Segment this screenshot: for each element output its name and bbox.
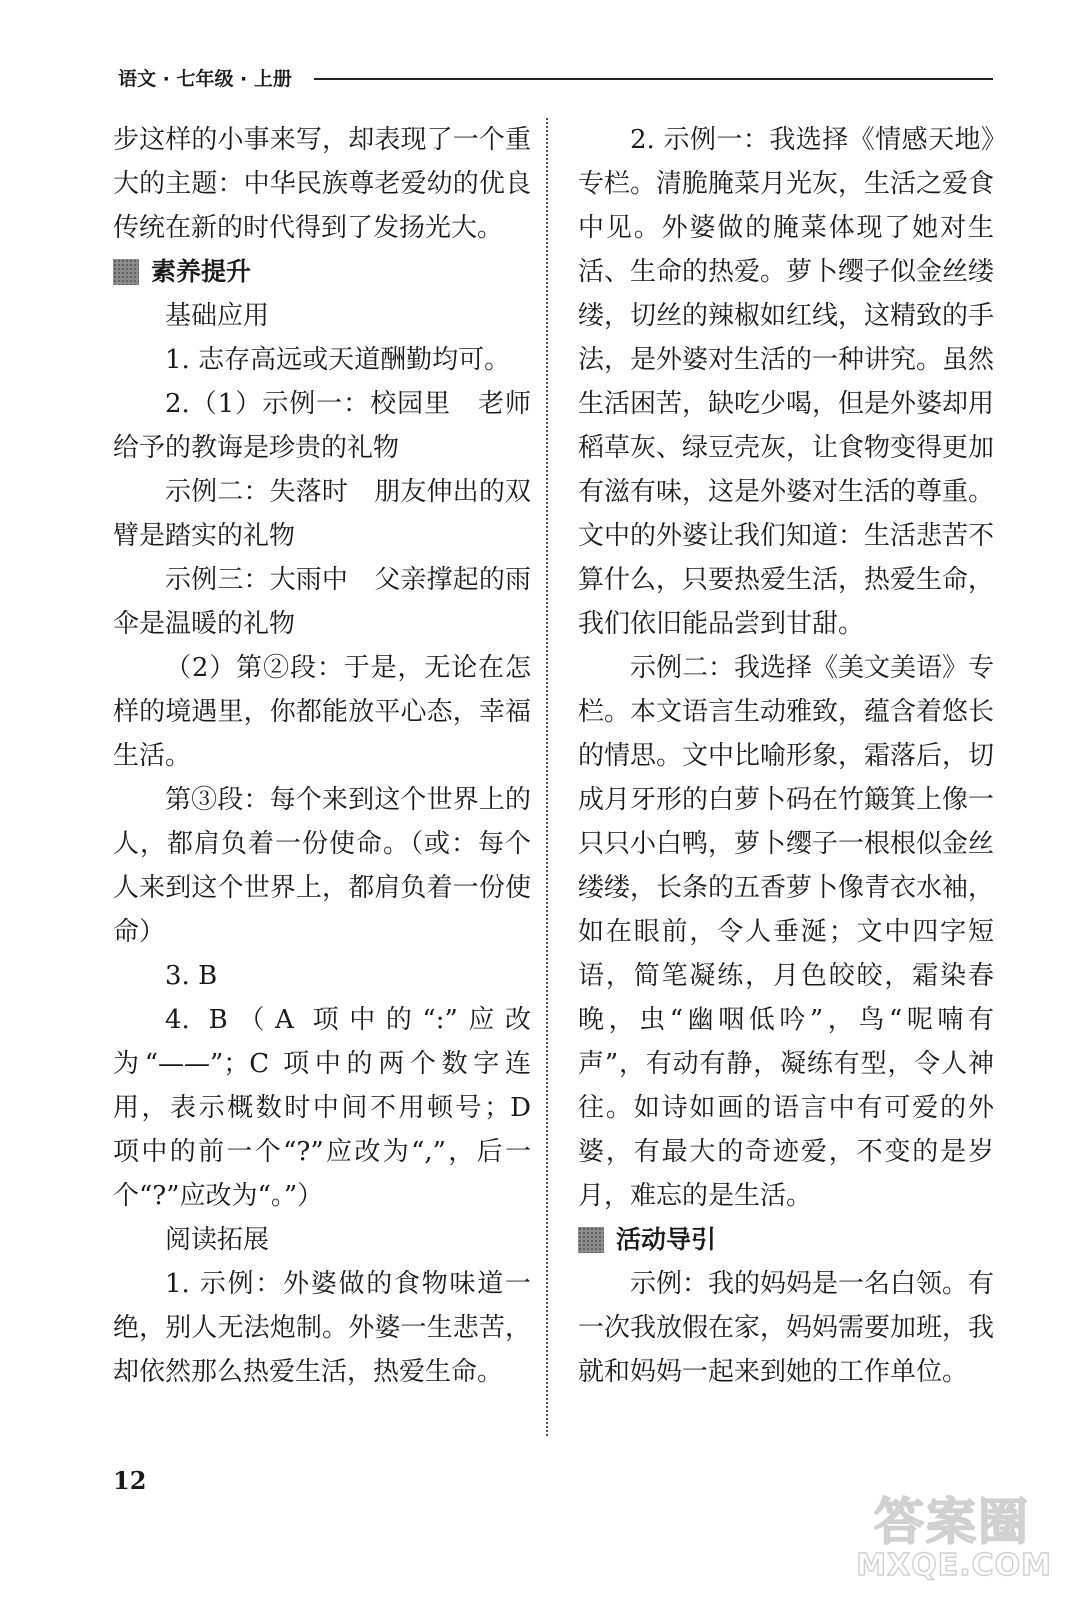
section-title: 活动导引 bbox=[616, 1225, 717, 1254]
column-divider bbox=[546, 118, 548, 1436]
answer-2-example-2: 示例二：失落时 朋友伸出的双臂是踏实的礼物 bbox=[113, 477, 531, 551]
watermark-url: MXQE.COM bbox=[856, 1548, 1052, 1583]
right-column bbox=[578, 118, 994, 1394]
section-marker-icon bbox=[578, 1227, 604, 1253]
subheading-yuedu: 阅读拓展 bbox=[165, 1225, 270, 1255]
answer-4: 4. B（A 项中的“:”应改为“——”；C 项中的两个数字连用，表示概数时中间不用顿号；D 项中的前一个“?”应改为“,”，后一个“?”应改为“。”） bbox=[113, 1005, 531, 1211]
header-title: 语文 · 七年级 · 上册 bbox=[118, 68, 292, 90]
section-heading-huodong bbox=[578, 1219, 994, 1261]
answer-2-1: 2.（1）示例一：校园里 老师给予的教诲是珍贵的礼物 bbox=[113, 389, 531, 463]
activity-example: 示例：我的妈妈是一名白领。有一次我放假在家，妈妈需要加班，我就和妈妈一起来到她的工作单位。 bbox=[578, 1269, 995, 1387]
reading-answer-2-example-1: 2. 示例一：我选择《情感天地》专栏。清脆腌菜月光灰，生活之爱食中见。外婆做的腌菜体现了她对生活、生命的热爱。萝卜缨子似金丝缕缕，切丝的辣椒如红线，这精致的手法，是外婆对生活的一种讲究。虽然生活困苦，缺吃少喝，但是外婆却用稻草灰、绿豆壳灰，让食物变得更加有滋有味，这是外婆对生活的尊重。文中的外婆让我们知道：生活悲苦不算什么，只要热爱生活，热爱生命，我们依旧能品尝到甘甜。 bbox=[578, 125, 995, 639]
answer-2-2-para3: 第③段：每个来到这个世界上的人，都肩负着一份使命。（或：每个人来到这个世界上，都肩负着一份使命） bbox=[113, 785, 531, 947]
answer-1: 1. 志存高远或天道酬勤均可。 bbox=[165, 345, 511, 375]
answer-3: 3. B bbox=[165, 961, 218, 991]
left-column bbox=[113, 118, 531, 1394]
reading-answer-2-example-2: 示例二：我选择《美文美语》专栏。本文语言生动雅致，蕴含着悠长的情思。文中比喻形象，霜落后，切成月牙形的白萝卜码在竹簸箕上像一只只小白鸭，萝卜缨子一根根似金丝缕缕，长条的五香萝卜像青衣水袖，如在眼前，令人垂涎；文中四字短语，简笔凝练，月色皎皎，霜染春晚，虫“幽咽低吟”，鸟“呢喃有声”，有动有静，凝练有型，令人神往。如诗如画的语言中有可爱的外婆，有最大的奇迹爱，不变的是岁月，难忘的是生活。 bbox=[578, 653, 995, 1211]
answer-2-2-para2: （2）第②段：于是，无论在怎样的境遇里，你都能放平心态，幸福生活。 bbox=[113, 653, 531, 771]
header-rule bbox=[314, 78, 993, 80]
section-title: 素养提升 bbox=[151, 257, 252, 286]
section-heading-suyang bbox=[113, 251, 531, 293]
page-number: 12 bbox=[113, 1466, 147, 1495]
section-marker-icon bbox=[113, 259, 139, 285]
left-continued-paragraph: 步这样的小事来写，却表现了一个重大的主题：中华民族尊老爱幼的优良传统在新的时代得到了发扬光大。 bbox=[113, 125, 531, 243]
watermark-glyphs: 答案圈 bbox=[874, 1493, 1030, 1551]
running-header bbox=[118, 64, 993, 94]
reading-answer-1: 1. 示例：外婆做的食物味道一绝，别人无法炮制。外婆一生悲苦，却依然那么热爱生活，热爱生命。 bbox=[113, 1269, 531, 1387]
subheading-jichu: 基础应用 bbox=[165, 301, 270, 331]
answer-2-example-3: 示例三：大雨中 父亲撑起的雨伞是温暖的礼物 bbox=[113, 565, 531, 639]
watermark-logo bbox=[784, 1482, 1052, 1592]
